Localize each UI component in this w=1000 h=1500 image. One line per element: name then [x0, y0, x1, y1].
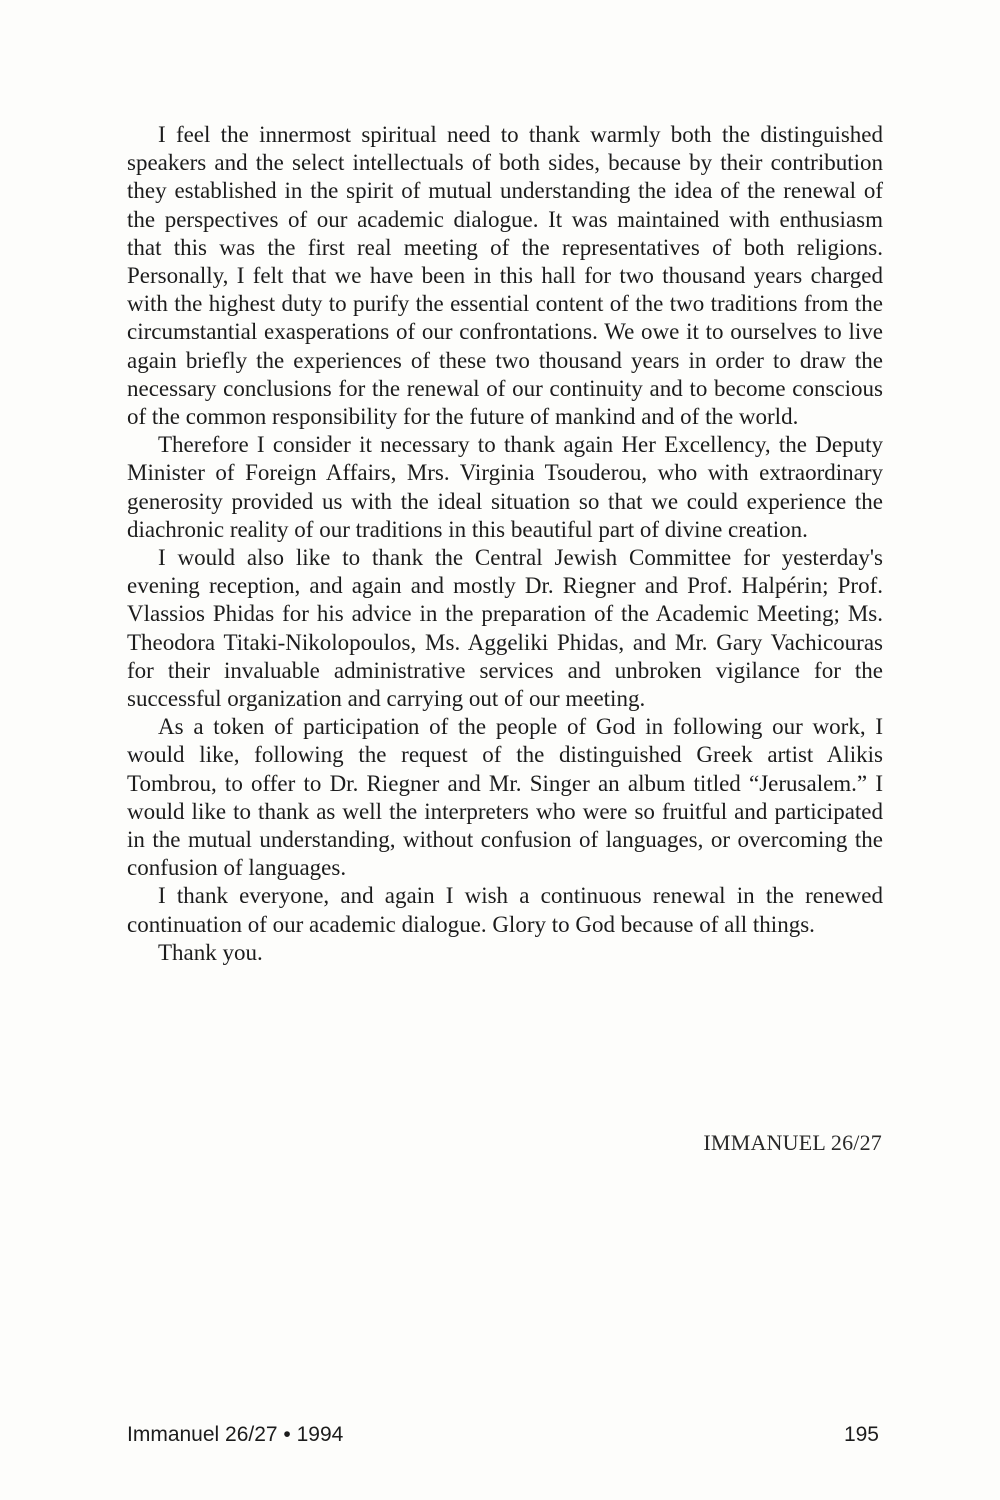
paragraph: I feel the innermost spiritual need to thank warmly both the distinguished speakers and the select intellectuals of both sides, because by their contribution they established in the spirit of mutual understanding the idea of the renewal of the perspectives of our academic dialogue. It was maintained with enthusiasm that this was the first real meeting of the representatives of both religions. Personally, I felt that we have been in this hall for two thousand years charged with the highest duty to purify the essential content of the two traditions from the circumstantial exasperations of our confrontations. We owe it to ourselves to live again briefly the experiences of these two thousand years in order to draw the necessary conclusions for the renewal of our continuity and to become conscious of the common responsibility for the future of mankind and of the world. — [127, 122, 883, 430]
footer-journal: Immanuel 26/27 • 1994 — [127, 1423, 344, 1446]
body-text — [127, 121, 883, 967]
paragraph: I would also like to thank the Central Jewish Committee for yesterday's evening reception, and again and mostly Dr. Riegner and Prof. Halpérin; Prof. Vlassios Phidas for his advice in the preparation of the Academic Meeting; Ms. Theodora Titaki-Nikolopoulos, Ms. Aggeliki Phidas, and Mr. Gary Vachicouras for their invaluable administrative services and unbroken vigilance for the successful organization and carrying out of our meeting. — [127, 545, 883, 712]
paragraph: I thank everyone, and again I wish a continuous renewal in the renewed continuation of our academic dialogue. Glory to God because of all things. — [127, 883, 883, 937]
signature: IMMANUEL 26/27 — [703, 1130, 882, 1155]
paragraph: Therefore I consider it necessary to thank again Her Excellency, the Deputy Minister of Foreign Affairs, Mrs. Virginia Tsouderou, who with extraordinary generosity provided us with the ideal situation so that we could experience the diachronic reality of our traditions in this beautiful part of divine creation. — [127, 432, 883, 542]
paragraph: As a token of participation of the people of God in following our work, I would like, following the request of the distinguished Greek artist Alikis Tombrou, to offer to Dr. Riegner and Mr. Singer an album titled “Jerusalem.” I would like to thank as well the interpreters who were so fruitful and participated in the mutual understanding, without confusion of languages, or overcoming the confusion of languages. — [127, 714, 883, 881]
paragraph: Thank you. — [158, 939, 263, 965]
footer-page-number: 195 — [843, 1423, 879, 1446]
